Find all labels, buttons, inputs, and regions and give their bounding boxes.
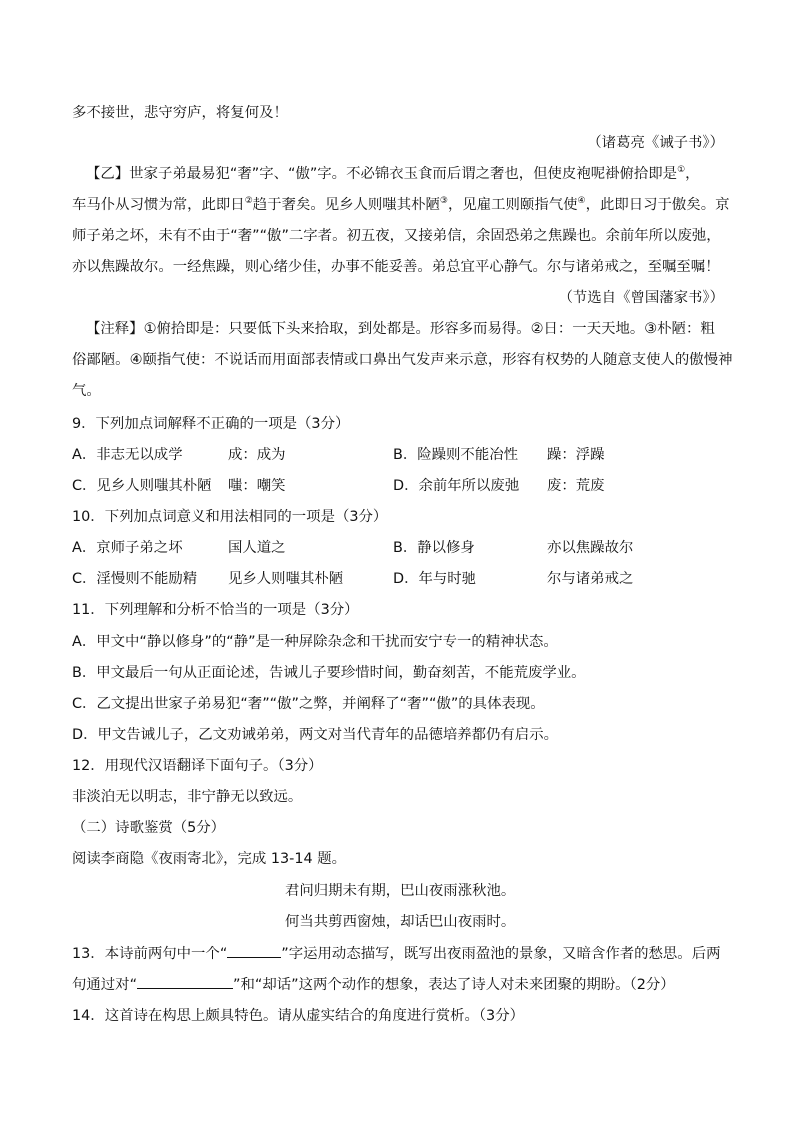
poem-line-2: 何当共剪西窗烛，却话巴山夜雨时。: [285, 914, 516, 930]
q13-text: 句通过对“: [72, 977, 138, 993]
passage-yi-text: ，此即日习于傲矣。京: [585, 197, 730, 213]
q12-sentence: 非淡泊无以明志，非宁静无以致远。: [72, 789, 303, 805]
passage-yi-text: 车马仆从习惯为常，此即日: [72, 197, 245, 213]
source-yi: （节选自《曾国藩家书》）: [558, 290, 724, 306]
note-mark-2: ②: [244, 196, 253, 207]
passage-yi-line-4: 亦以焦躁故尔。一经焦躁，则心绪少佳，办事不能妥善。弟总宜平心静气。尔与诸弟戒之，至嘱至嘱！: [72, 259, 720, 275]
q9-option-d[interactable]: D．余前年所以废弛: [393, 478, 520, 494]
q9-option-b-gloss: 躁：浮躁: [547, 447, 605, 463]
source-jia: （诸葛亮《诫子书》）: [587, 135, 724, 151]
q11-stem: 11．下列理解和分析不恰当的一项是（3分）: [72, 602, 359, 618]
q10-option-b-compare: 亦以焦躁故尔: [547, 540, 634, 556]
passage-yi-line-2: [72, 195, 730, 215]
q9-option-a[interactable]: A．非志无以成学: [72, 447, 183, 463]
q13-text: ”和“却话”这两个动作的想象，表达了诗人对未来团聚的期盼。（2分）: [233, 977, 675, 993]
section-2-heading: （二）诗歌鉴赏（5分）: [72, 820, 226, 836]
q11-option-a[interactable]: A．甲文中“静以修身”的“静”是一种屏除杂念和干扰而安宁专一的精神状态。: [72, 634, 558, 650]
passage-yi-text: ，见雇工则颐指气使: [447, 197, 578, 213]
q9-option-c[interactable]: C．见乡人则嗤其朴陋: [72, 478, 212, 494]
q14-stem: 14．这首诗在构思上颇具特色。请从虚实结合的角度进行赏析。（3分）: [72, 1008, 524, 1024]
passage-yi-line-1: [86, 164, 724, 184]
q11-option-b[interactable]: B．甲文最后一句从正面论述，告诫儿子要珍惜时间，勤奋刻苦，不能荒废学业。: [72, 665, 586, 681]
notes-line-3: 气。: [72, 383, 101, 399]
note-mark-3: ③: [439, 196, 448, 207]
q13-line-2: [72, 974, 724, 995]
passage-jia-end: 多不接世，悲守穷庐，将复何及！: [72, 105, 288, 121]
q13-text: 13．本诗前两句中一个“: [72, 946, 228, 962]
q10-option-a-compare: 国人道之: [228, 540, 286, 556]
passage-yi-text: ，: [685, 166, 700, 182]
q10-option-d-compare: 尔与诸弟戒之: [547, 571, 634, 587]
passage-yi-text: 【乙】世家子弟最易犯“奢”字、“傲”字。不必锦衣玉食而后谓之奢也，但使皮袍呢褂俯拾即是: [86, 166, 678, 182]
q9-option-d-gloss: 废：荒废: [547, 478, 605, 494]
q10-option-a[interactable]: A．京师子弟之坏: [72, 540, 183, 556]
q9-stem: 9．下列加点词解释不正确的一项是（3分）: [72, 416, 350, 432]
passage-yi-line-3: 师子弟之坏，未有不由于“奢”“傲”二字者。初五夜，又接弟信，余固恐弟之焦躁也。余前年所以废弛，: [72, 228, 721, 244]
note-mark-1: ①: [677, 165, 686, 176]
q13-line-1: [72, 943, 724, 964]
q10-option-c[interactable]: C．淫慢则不能励精: [72, 571, 198, 587]
q10-option-c-compare: 见乡人则嗤其朴陋: [228, 571, 344, 587]
notes-line-1: 【注释】①俯拾即是：只要低下头来拾取，到处都是。形容多而易得。②日：一天天地。③朴陋：粗: [86, 321, 715, 337]
passage-yi-text: 趋于奢矣。见乡人则嗤其朴陋: [252, 197, 440, 213]
q11-option-d[interactable]: D．甲文告诫儿子，乙文劝诫弟弟，两文对当代青年的品德培养都仍有启示。: [72, 727, 558, 743]
section-2-intro: 阅读李商隐《夜雨寄北》，完成 13-14 题。: [72, 851, 347, 867]
q9-option-c-gloss: 嗤：嘲笑: [228, 478, 286, 494]
q13-blank-2[interactable]: [137, 974, 233, 989]
q9-option-b[interactable]: B．险躁则不能冶性: [393, 447, 518, 463]
q10-stem: 10．下列加点词意义和用法相同的一项是（3分）: [72, 509, 388, 525]
note-mark-4: ④: [577, 196, 586, 207]
poem-line-1: 君问归期未有期，巴山夜雨涨秋池。: [285, 883, 516, 899]
q10-option-d[interactable]: D．年与时驰: [393, 571, 477, 587]
q13-text: ”字运用动态描写，既写出夜雨盈池的景象，又暗含作者的愁思。后两: [281, 946, 721, 962]
q9-option-a-gloss: 成：成为: [228, 447, 286, 463]
q12-stem: 12．用现代汉语翻译下面句子。（3分）: [72, 758, 323, 774]
q11-option-c[interactable]: C．乙文提出世家子弟易犯“奢”“傲”之弊，并阐释了“奢”“傲”的具体表现。: [72, 696, 545, 712]
q13-blank-1[interactable]: [227, 943, 281, 958]
notes-line-2: 俗鄙陋。④颐指气使：不说话而用面部表情或口鼻出气发声来示意，形容有权势的人随意支使人的傲慢神: [72, 352, 733, 368]
q10-option-b[interactable]: B．静以修身: [393, 540, 475, 556]
